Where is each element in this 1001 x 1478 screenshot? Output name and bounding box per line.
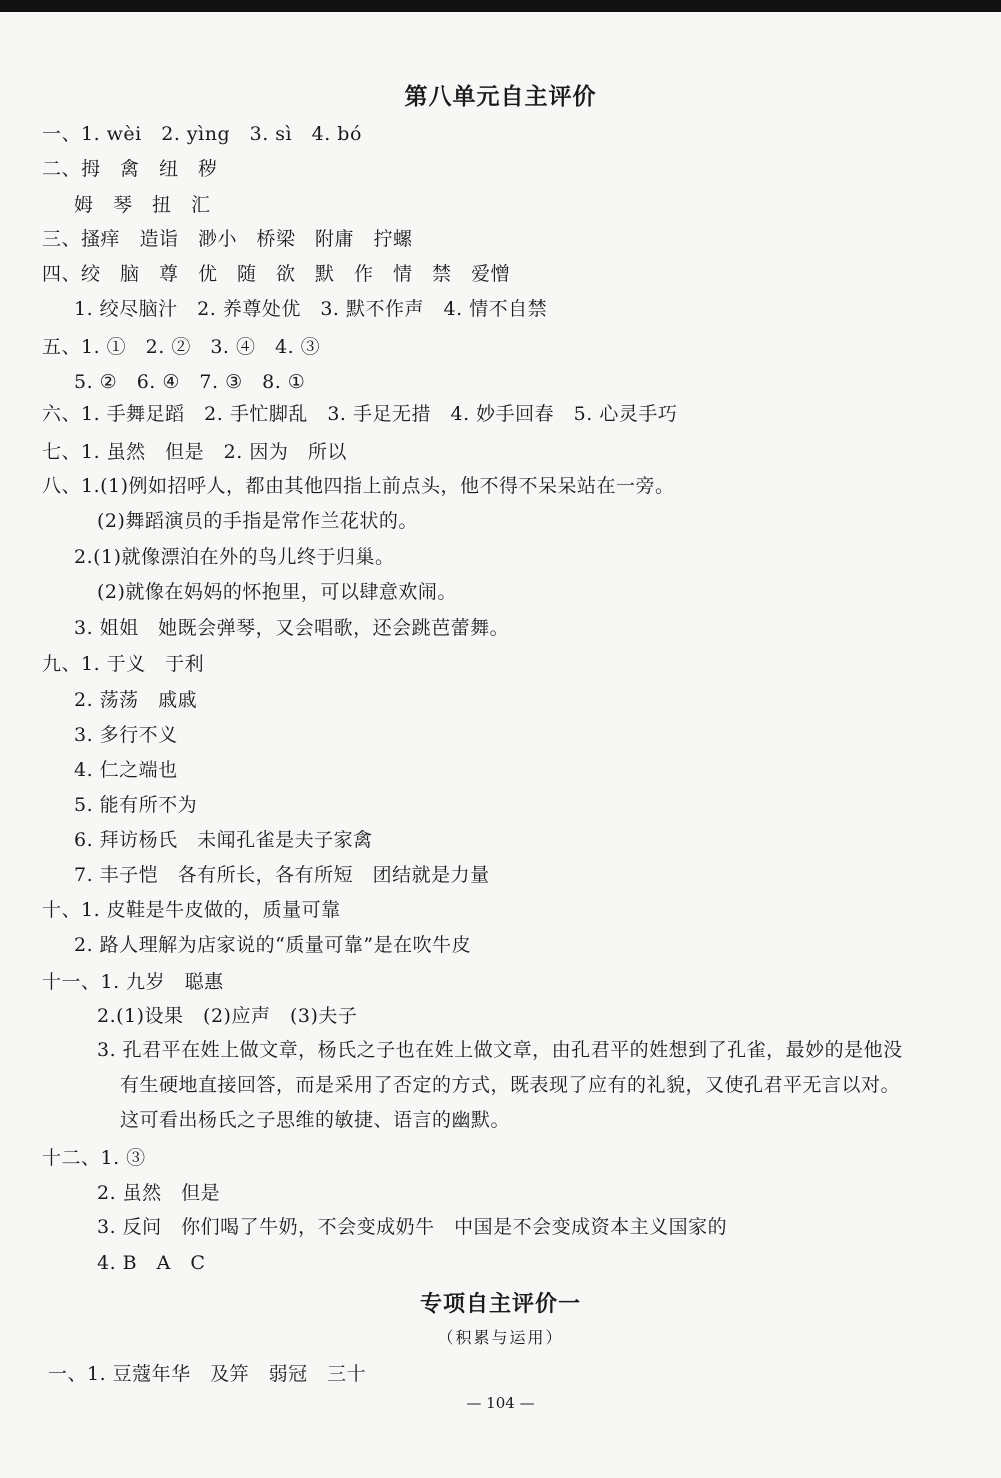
answer-line: 七、1. 虽然 但是 2. 因为 所以	[42, 441, 347, 463]
answer-line: 二、拇 禽 纽 秽	[42, 158, 218, 180]
answer-line: (2)舞蹈演员的手指是常作兰花状的。	[97, 510, 418, 532]
answer-line: 三、搔痒 造诣 渺小 桥梁 附庸 拧螺	[42, 228, 413, 250]
answer-line: 十二、1. ③	[42, 1147, 146, 1169]
scan-top-edge	[0, 0, 1001, 12]
answer-line: 3. 孔君平在姓上做文章，杨氏之子也在姓上做文章，由孔君平的姓想到了孔雀，最妙的是他没	[97, 1039, 903, 1061]
answer-line: 一、1. 豆蔻年华 及笄 弱冠 三十	[48, 1363, 367, 1385]
answer-line: 一、1. wèi 2. yìng 3. sì 4. bó	[42, 123, 362, 145]
answer-line: 2.(1)就像漂泊在外的鸟儿终于归巢。	[74, 546, 395, 568]
answer-line: 5. 能有所不为	[74, 794, 198, 816]
answer-line: 2. 荡荡 戚戚	[74, 689, 198, 711]
answer-line: 6. 拜访杨氏 未闻孔雀是夫子家禽	[74, 829, 373, 851]
answer-line: 四、绞 脑 尊 优 随 欲 默 作 情 禁 爱憎	[42, 263, 511, 285]
answer-line: 姆 琴 扭 汇	[74, 194, 211, 216]
answer-line: 2.(1)设果 (2)应声 (3)夫子	[97, 1005, 358, 1027]
answer-line: 1. 绞尽脑汁 2. 养尊处优 3. 默不作声 4. 情不自禁	[74, 298, 548, 320]
answer-line: 3. 多行不义	[74, 724, 178, 746]
answer-line: 这可看出杨氏之子思维的敏捷、语言的幽默。	[120, 1109, 511, 1131]
answer-line: 4. 仁之端也	[74, 759, 178, 781]
answer-line: 九、1. 于义 于利	[42, 653, 205, 675]
page-number: — 104 —	[466, 1394, 535, 1412]
answer-line: 3. 姐姐 她既会弹琴，又会唱歌，还会跳芭蕾舞。	[74, 617, 510, 639]
section-title: 专项自主评价一	[419, 1292, 581, 1317]
answer-line: 八、1.(1)例如招呼人，都由其他四指上前点头，他不得不呆呆站在一旁。	[42, 475, 675, 497]
answer-line: 六、1. 手舞足蹈 2. 手忙脚乱 3. 手足无措 4. 妙手回春 5. 心灵手巧	[42, 403, 678, 425]
section-subtitle: （积累与运用）	[437, 1328, 564, 1347]
answer-line: 2. 路人理解为店家说的“质量可靠”是在吹牛皮	[74, 934, 472, 956]
answer-line: 5. ② 6. ④ 7. ③ 8. ①	[74, 371, 306, 393]
answer-line: 十一、1. 九岁 聪惠	[42, 971, 224, 993]
answer-line: (2)就像在妈妈的怀抱里，可以肆意欢闹。	[97, 581, 457, 603]
answer-line: 4. B A C	[97, 1252, 206, 1274]
answer-line: 7. 丰子恺 各有所长，各有所短 团结就是力量	[74, 864, 490, 886]
answer-line: 有生硬地直接回答，而是采用了否定的方式，既表现了应有的礼貌，又使孔君平无言以对。	[120, 1074, 901, 1096]
answer-line: 2. 虽然 但是	[97, 1182, 221, 1204]
answer-line: 3. 反问 你们喝了牛奶，不会变成奶牛 中国是不会变成资本主义国家的	[97, 1216, 728, 1238]
answer-line: 十、1. 皮鞋是牛皮做的，质量可靠	[42, 899, 341, 921]
answer-line: 五、1. ① 2. ② 3. ④ 4. ③	[42, 336, 321, 358]
page-title: 第八单元自主评价	[404, 84, 597, 110]
